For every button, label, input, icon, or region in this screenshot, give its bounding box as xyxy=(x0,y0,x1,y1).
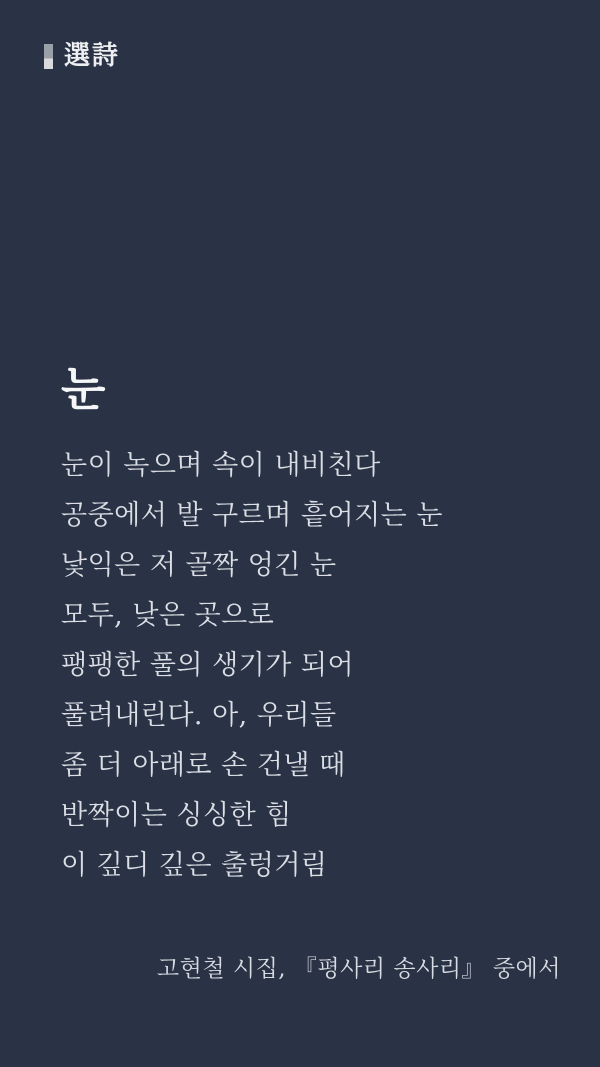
poem-line: 좀 더 아래로 손 건낼 때 xyxy=(61,750,346,781)
poem-attribution: 고현철 시집, 『평사리 송사리』 중에서 xyxy=(156,956,561,982)
poem-line: 공중에서 발 구르며 흩어지는 눈 xyxy=(61,500,443,531)
poem-title: 눈 xyxy=(61,361,106,416)
selected-poem-header xyxy=(44,43,120,69)
header-label: 選詩 xyxy=(64,41,121,71)
poem-body xyxy=(61,441,561,891)
poem-line: 풀려내린다. 아, 우리들 xyxy=(61,700,337,731)
poem-line: 반짝이는 싱싱한 힘 xyxy=(61,800,292,831)
poem-line: 팽팽한 풀의 생기가 되어 xyxy=(61,650,355,681)
poem-line: 이 깊디 깊은 출렁거림 xyxy=(61,850,328,881)
vertical-bar-icon xyxy=(44,44,53,69)
poem-line: 낯익은 저 골짝 엉긴 눈 xyxy=(61,550,337,581)
poem-line: 눈이 녹으며 속이 내비친다 xyxy=(61,450,381,481)
poem-line: 모두, 낮은 곳으로 xyxy=(61,600,275,631)
